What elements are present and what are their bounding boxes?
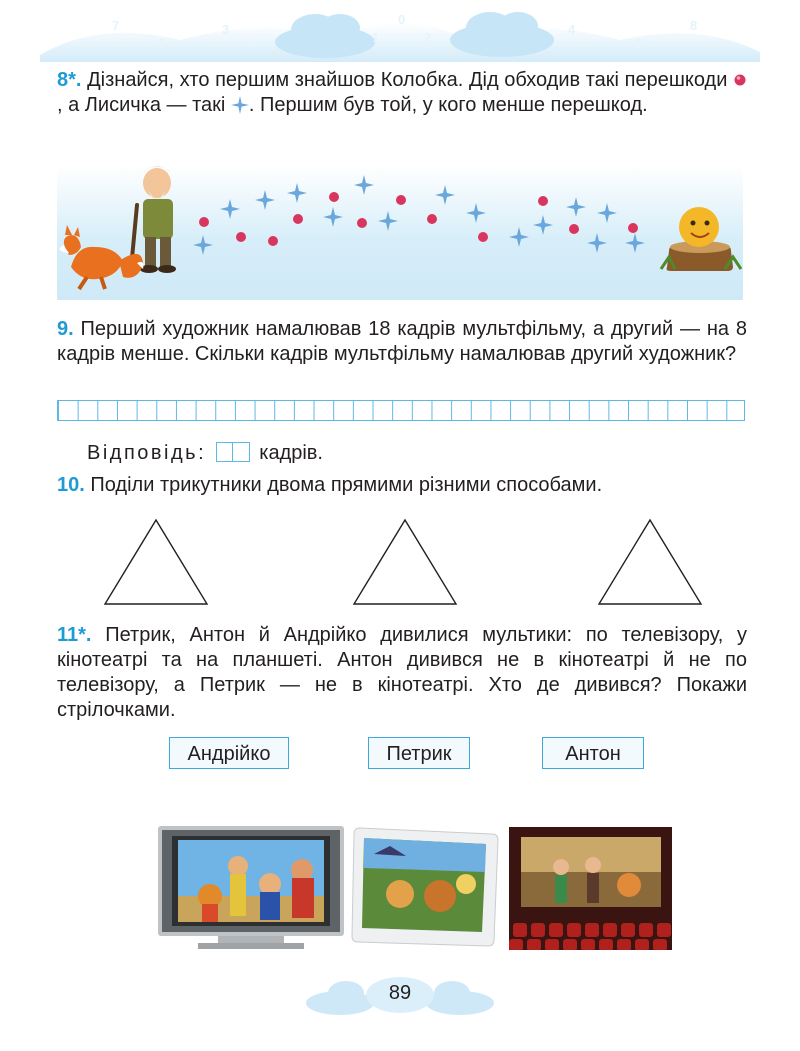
- obstacle-scene: [57, 165, 743, 300]
- task-8-text: 8*. Дізнайся, хто першим знайшов Колобка. Дід обходив такі перешкоди , а Лисичка — такі . Першим був той, у кого менше перешкод.: [57, 68, 747, 118]
- task-number: 10.: [57, 474, 85, 496]
- pink-circle-icon: [396, 195, 406, 205]
- pink-circle-icon: [427, 214, 437, 224]
- header-digit: 8: [690, 18, 698, 33]
- header-digit: 2: [424, 30, 432, 45]
- triangles-area: [100, 515, 720, 607]
- pink-circle-icon: [478, 232, 488, 242]
- blue-star-icon: [466, 203, 486, 223]
- header-digit: 1: [372, 30, 380, 45]
- triangle-2[interactable]: [354, 520, 456, 604]
- pink-circle-icon: [538, 196, 548, 206]
- pink-circle-icon: [268, 236, 278, 246]
- blue-star-icon: [566, 197, 586, 217]
- tablet-image[interactable]: [350, 824, 500, 951]
- pink-circle-icon: [733, 73, 747, 87]
- television-image[interactable]: [158, 826, 344, 951]
- page-number: 89: [388, 982, 412, 1004]
- answer-line: [87, 441, 323, 465]
- task-number: 9.: [57, 318, 74, 340]
- header-digit: 7: [112, 18, 120, 33]
- pink-circle-icon: [357, 218, 367, 228]
- cloud-icon: [306, 981, 374, 1015]
- fox-illustration: [59, 225, 143, 289]
- pink-circle-icon: [199, 217, 209, 227]
- pink-circle-icon: [628, 223, 638, 233]
- header-digit: 4: [568, 22, 576, 37]
- blue-star-icon: [509, 227, 529, 247]
- blue-star-icon: [533, 215, 553, 235]
- task-number: 11*.: [57, 624, 92, 646]
- header-decoration: [40, 0, 760, 62]
- name-box-petryk[interactable]: Петрик: [368, 737, 470, 769]
- blue-star-icon: [597, 203, 617, 223]
- name-box-andriiko[interactable]: Андрійко: [169, 737, 289, 769]
- header-digit: 0: [398, 12, 406, 27]
- task-9-text: 9. Перший художник намалював 18 кадрів мультфільму, а другий — на 8 кадрів менше. Скільки кадрів мультфільму намалював другий художник?: [57, 318, 747, 365]
- pink-circle-icon: [293, 214, 303, 224]
- pink-circle-icon: [236, 232, 246, 242]
- blue-star-icon: [378, 211, 398, 231]
- blue-star-icon: [323, 207, 343, 227]
- blue-star-icon: [354, 175, 374, 195]
- kolobok-illustration: [661, 207, 741, 271]
- pink-circle-icon: [569, 224, 579, 234]
- answer-grid[interactable]: [57, 400, 745, 421]
- header-digit: 6: [634, 36, 642, 51]
- answer-input-box[interactable]: [216, 442, 250, 462]
- blue-star-icon: [255, 190, 275, 210]
- blue-star-icon: [287, 183, 307, 203]
- cloud-icon: [426, 981, 494, 1015]
- blue-star-icon: [193, 235, 213, 255]
- blue-obstacles: [193, 175, 645, 255]
- blue-star-icon: [435, 185, 455, 205]
- task-number: 8*.: [57, 69, 82, 91]
- blue-star-icon: [231, 96, 249, 114]
- task-10-text: 10. Поділи трикутники двома прямими різними способами.: [57, 474, 603, 496]
- answer-unit: кадрів.: [259, 442, 323, 464]
- pink-circle-icon: [329, 192, 339, 202]
- blue-star-icon: [625, 233, 645, 253]
- name-box-anton[interactable]: Антон: [542, 737, 644, 769]
- triangle-3[interactable]: [599, 520, 701, 604]
- cinema-image[interactable]: [509, 827, 672, 950]
- cloud-icon: [450, 12, 554, 57]
- cloud-icon: [275, 14, 375, 58]
- blue-star-icon: [587, 233, 607, 253]
- triangle-1[interactable]: [105, 520, 207, 604]
- answer-label: Відповідь:: [87, 442, 207, 464]
- header-digit: 3: [222, 22, 230, 37]
- blue-star-icon: [220, 199, 240, 219]
- task-11-text: 11*. Петрик, Антон й Андрійко дивилися мультики: по телевізору, у кінотеатрі та на планшеті. Антон дивився не в кінотеатрі й не по телевізору, а Петрик — не в кінотеатрі. Хто де дивився? Покажи стрілочками.: [57, 624, 747, 721]
- header-digit: 5: [158, 36, 166, 51]
